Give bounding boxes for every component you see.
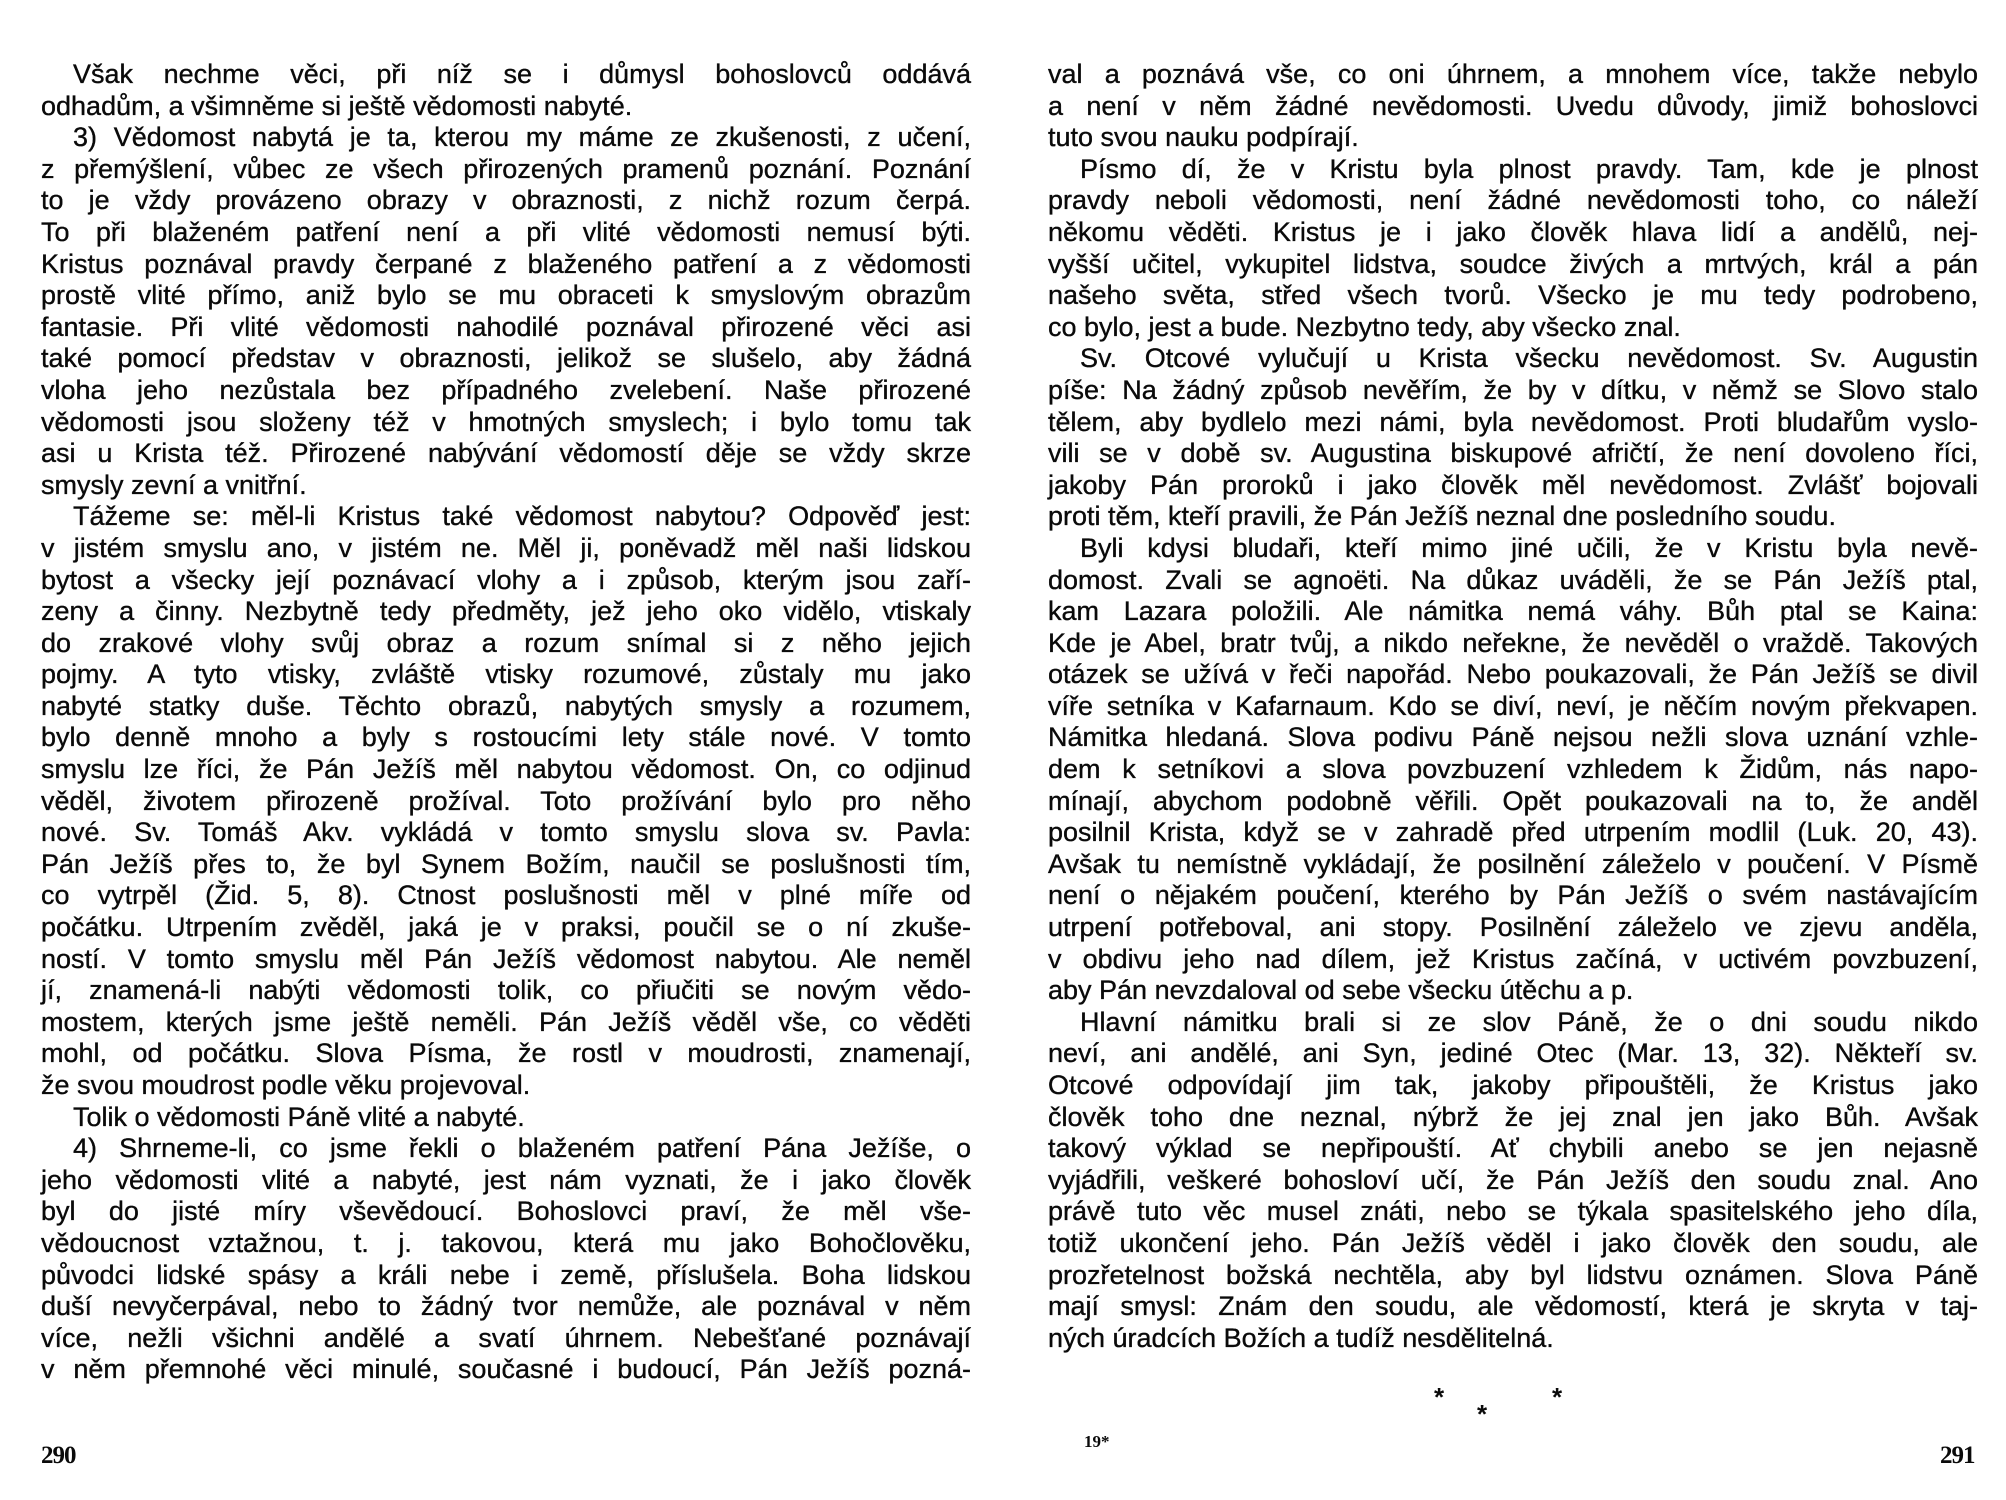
- divider-asterisk: *: [1477, 1399, 1488, 1429]
- text-line: dem k setníkovi a slova povzbuzení vzhledem k Židům, nás napo-: [1048, 754, 1978, 785]
- paragraph: [41, 1102, 971, 1134]
- text-line: Otcové odpovídají jim tak, jakoby připouštěli, že Kristus jako: [1048, 1070, 1978, 1100]
- text-line: v něm přemnohé věci minulé, současné i budoucí, Pán Ježíš pozná-: [41, 1354, 971, 1385]
- text-line: vloha jeho nezůstala bez případného zvelebení. Naše přirozené: [41, 374, 971, 405]
- text-line: také pomocí představ v obraznosti, jelikož se slušelo, aby žádná: [41, 343, 971, 374]
- text-line: mínají, abychom podobně věřili. Opět poukazovali na to, že anděl: [1048, 785, 1978, 816]
- text-line: smysly zevní a vnitřní.: [41, 469, 307, 500]
- text-line: prozřetelnost božská nechtěla, aby byl lidstvu oznámen. Slova Páně: [1048, 1259, 1978, 1290]
- text-line: neví, ani andělé, ani Syn, jediné Otec (Mar. 13, 32). Někteří sv.: [1048, 1038, 1978, 1069]
- paragraph: [41, 501, 971, 1101]
- paragraph: [1048, 59, 1978, 154]
- text-line: není o nějakém poučení, kterého by Pán Ježíš o svém nastávajícím: [1048, 880, 1978, 911]
- text-line: mostem, kterých jsme ještě neměli. Pán Ježíš věděl vše, co věděti: [41, 1006, 971, 1037]
- text-line: píše: Na žádný způsob nevěřím, že by v dítku, v němž se Slovo stalo: [1048, 374, 1978, 405]
- text-line: co bylo, jest a bude. Nezbytno tedy, aby všecko znal.: [1048, 311, 1681, 342]
- text-line: právě tuto věc musel znáti, nebo se týkala spasitelského jeho díla,: [1048, 1196, 1978, 1227]
- text-line: bytost a všecky její poznávací vlohy a i způsob, kterým jsou zaří-: [41, 564, 971, 595]
- text-line: počátku. Utrpením zvěděl, jaká je v praksi, poučil se o ní zkuše-: [41, 912, 971, 943]
- text-line: jeho vědomosti vlité a nabyté, jest nám vyznati, že i jako člověk: [41, 1164, 971, 1195]
- text-line: aby Pán nevzdaloval od sebe všecku útěchu a p.: [1048, 975, 1634, 1006]
- text-line: víře setníka v Kafarnaum. Kdo se diví, neví, je něčím novým překvapen.: [1048, 690, 1978, 721]
- divider-asterisk: *: [1434, 1382, 1445, 1412]
- text-line: Pán Ježíš přes to, že byl Synem Božím, naučil se poslušnosti tím,: [41, 848, 971, 879]
- text-line: bylo denně mnoho a byly s rostoucími lety stále nové. V tomto: [41, 722, 971, 753]
- text-line: jí, znamená-li nabýti vědomosti tolik, co přiučiti se novým vědo-: [41, 975, 971, 1006]
- text-line: val a poznává vše, co oni úhrnem, a mnohem více, takže nebylo: [1048, 59, 1978, 89]
- text-line: Avšak tu nemístně vykládají, že posilnění záleželo v poučení. V Písmě: [1048, 848, 1978, 879]
- text-line: vyšší učitel, vykupitel lidstva, soudce živých a mrtvých, král a pán: [1048, 248, 1978, 279]
- text-line: smyslu lze říci, že Pán Ježíš měl nabytou vědomost. On, co odjinud: [41, 754, 971, 785]
- paragraph: [1048, 343, 1978, 533]
- text-line: tělem, aby bydlelo mezi námi, byla nevědomost. Proti bludařům vyslo-: [1048, 406, 1978, 437]
- page-number-left: 290: [41, 1442, 76, 1469]
- text-line: v obdivu jeho nad dílem, jež Kristus začíná, v uctivém povzbuzení,: [1048, 943, 1978, 974]
- text-line: takový výklad se nepřipouští. Ať chybili anebo se jen nejasně: [1048, 1133, 1978, 1164]
- text-line: nové. Sv. Tomáš Akv. vykládá v tomto smyslu slova sv. Pavla:: [41, 817, 971, 848]
- text-line: fantasie. Při vlité vědomosti nahodilé poznával přirozené věci asi: [41, 311, 971, 342]
- text-line: domost. Zvali se agnoëti. Na důkaz uváděli, že se Pán Ježíš ptal,: [1048, 564, 1978, 595]
- text-line: posilnil Krista, když se v zahradě před utrpením modlil (Luk. 20, 43).: [1048, 817, 1978, 848]
- text-line: tuto svou nauku podpírají.: [1048, 122, 1359, 153]
- text-line: našeho světa, střed všech tvorů. Všecko je mu tedy podrobeno,: [1048, 280, 1978, 311]
- text-line: více, nežli všichni andělé a svatí úhrnem. Nebešťané poznávají: [41, 1322, 971, 1353]
- text-line: věděl, životem přirozeně prožíval. Toto prožívání bylo pro něho: [41, 785, 971, 816]
- paragraph: [41, 122, 971, 501]
- text-line: a není v něm žádné nevědomosti. Uvedu důvody, jimiž bohoslovci: [1048, 90, 1978, 121]
- text-line: vili se v době sv. Augustina biskupové afričtí, že není dovoleno říci,: [1048, 438, 1978, 469]
- text-line: z přemýšlení, vůbec ze všech přirozených pramenů poznání. Poznání: [41, 153, 971, 184]
- paragraph: [1048, 1007, 1978, 1355]
- text-line: To při blaženém patření není a při vlité vědomosti nemusí býti.: [41, 216, 971, 247]
- right-page-text-column: [1048, 59, 1978, 1354]
- text-line: 4) Shrneme-li, co jsme řekli o blaženém patření Pána Ježíše, o: [73, 1133, 971, 1164]
- left-page-text-column: [41, 59, 971, 1386]
- text-line: to je vždy provázeno obrazy v obraznosti, z nichž rozum čerpá.: [41, 185, 971, 216]
- text-line: prostě vlité přímo, aniž bylo se mu obraceti k smyslovým obrazům: [41, 280, 971, 311]
- text-line: původci lidské spásy a králi nebe i země, příslušela. Boha lidskou: [41, 1259, 971, 1290]
- text-line: Tolik o vědomosti Páně vlité a nabyté.: [73, 1101, 525, 1132]
- text-line: nabyté statky duše. Těchto obrazů, nabytých smysly a rozumem,: [41, 690, 971, 721]
- text-line: Byli kdysi bludaři, kteří mimo jiné učili, že v Kristu byla nevě-: [1080, 532, 1978, 563]
- text-line: Kristus poznával pravdy čerpané z blaženého patření a z vědomosti: [41, 248, 971, 279]
- text-line: ných úradcích Božích a tudíž nesdělitelná.: [1048, 1322, 1554, 1353]
- paragraph: [1048, 154, 1978, 344]
- text-line: utrpení potřeboval, ani stopy. Posilnění záleželo ve zjevu anděla,: [1048, 912, 1978, 943]
- text-line: Kde je Abel, bratr tvůj, a nikdo neřekne, že nevěděl o vraždě. Takových: [1048, 627, 1978, 658]
- text-line: proti těm, kteří pravili, že Pán Ježíš neznal dne posledního soudu.: [1048, 501, 1836, 532]
- text-line: někomu věděti. Kristus je i jako člověk hlava lidí a andělů, nej-: [1048, 216, 1978, 247]
- text-line: Tážeme se: měl-li Kristus také vědomost nabytou? Odpověď jest:: [73, 501, 971, 532]
- text-line: byl do jisté míry vševědoucí. Bohoslovci praví, že měl vše-: [41, 1196, 971, 1227]
- page-number-right: 291: [1940, 1442, 1975, 1469]
- text-line: ností. V tomto smyslu měl Pán Ježíš vědomost nabytou. Ale neměl: [41, 943, 971, 974]
- text-line: Sv. Otcové vylučují u Krista všecku nevědomost. Sv. Augustin: [1080, 343, 1978, 374]
- signature-mark: 19*: [1084, 1432, 1110, 1451]
- text-line: odhadům, a všimněme si ještě vědomosti nabyté.: [41, 90, 633, 121]
- text-line: 3) Vědomost nabytá je ta, kterou my máme ze zkušenosti, z učení,: [73, 122, 971, 153]
- text-line: otázek se užívá v řeči napořád. Nebo poukazovali, že Pán Ježíš se divil: [1048, 659, 1978, 690]
- text-line: Námitka hledaná. Slova podivu Páně nejsou nežli slova uznání vzhle-: [1048, 722, 1978, 753]
- text-line: vědoucnost vztažnou, t. j. takovou, která mu jako Bohočlověku,: [41, 1227, 971, 1258]
- text-line: jakoby Pán proroků i jako člověk měl nevědomost. Zvlášť bojovali: [1048, 469, 1978, 500]
- text-line: pravdy neboli vědomosti, není žádné nevědomosti toho, co náleží: [1048, 185, 1978, 216]
- text-line: v jistém smyslu ano, v jistém ne. Měl ji, poněvadž měl naši lidskou: [41, 532, 971, 563]
- text-line: vědomosti jsou složeny též v hmotných smyslech; i bylo tomu tak: [41, 406, 971, 437]
- paragraph: [1048, 533, 1978, 1007]
- text-line: totiž ukončení jeho. Pán Ježíš věděl i jako člověk den soudu, ale: [1048, 1227, 1978, 1258]
- text-line: asi u Krista též. Přirozené nabývání vědomostí děje se vždy skrze: [41, 438, 971, 469]
- text-line: co vytrpěl (Žid. 5, 8). Ctnost poslušnosti měl v plné míře od: [41, 880, 971, 911]
- text-line: mají smysl: Znám den soudu, ale vědomostí, která je skryta v taj-: [1048, 1291, 1978, 1322]
- text-line: do zrakové vlohy svůj obraz a rozum snímal si z něho jejich: [41, 627, 971, 658]
- text-line: mohl, od počátku. Slova Písma, že rostl v moudrosti, znamenají,: [41, 1038, 971, 1069]
- paragraph: [41, 1133, 971, 1386]
- divider-asterisk: *: [1552, 1382, 1563, 1412]
- text-line: kam Lazara položili. Ale námitka nemá váhy. Bůh ptal se Kaina:: [1048, 596, 1978, 627]
- paragraph: [41, 59, 971, 122]
- text-line: Hlavní námitku brali si ze slov Páně, že o dni soudu nikdo: [1080, 1006, 1978, 1037]
- text-line: že svou moudrost podle věku projevoval.: [41, 1070, 531, 1100]
- text-line: duší nevyčerpával, nebo to žádný tvor nemůže, ale poznával v něm: [41, 1291, 971, 1322]
- text-line: člověk toho dne neznal, nýbrž že jej znal jen jako Bůh. Avšak: [1048, 1101, 1978, 1132]
- text-line: vyjádřili, veškeré bohosloví učí, že Pán Ježíš den soudu znal. Ano: [1048, 1164, 1978, 1195]
- text-line: Však nechme věci, při níž se i důmysl bohoslovců oddává: [73, 59, 971, 89]
- text-line: pojmy. A tyto vtisky, zvláště vtisky rozumové, zůstaly mu jako: [41, 659, 971, 690]
- text-line: zeny a činny. Nezbytně tedy předměty, jež jeho oko vidělo, vtiskaly: [41, 596, 971, 627]
- text-line: Písmo dí, že v Kristu byla plnost pravdy. Tam, kde je plnost: [1080, 153, 1978, 184]
